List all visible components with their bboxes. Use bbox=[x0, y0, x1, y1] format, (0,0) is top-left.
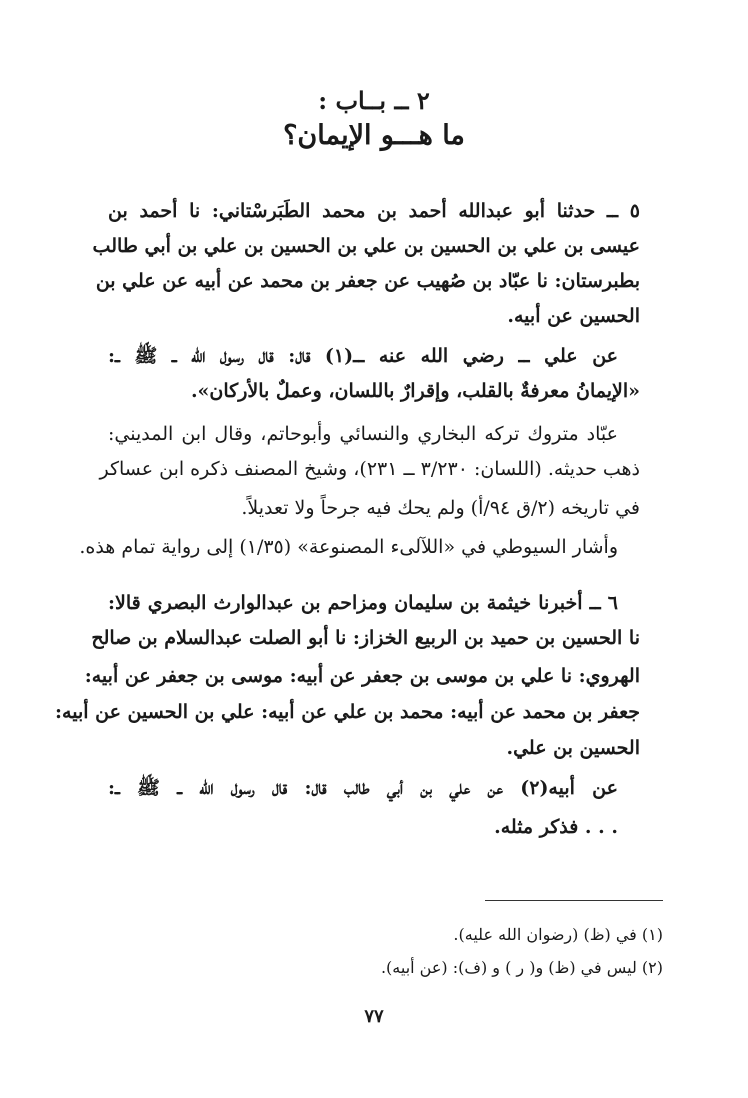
chapter-title: ما هـــو الإيمان؟ bbox=[283, 120, 465, 151]
hadith-5-isnad-line-2: عيسى بن علي بن الحسين بن علي بن الحسين بن علي بن أبي طالب bbox=[92, 235, 640, 257]
hadith-6-isnad-line-4: جعفر بن محمد عن أبيه: محمد بن علي عن أبيه: علي بن الحسين عن أبيه: bbox=[55, 701, 640, 723]
footnote-2: (٢) ليس في (ظ) و( ر ) و (ف): (عن أبيه). bbox=[380, 958, 663, 977]
hadith-5-commentary-line-3: في تاريخه (٢/ق ٩٤/أ) ولم يحك فيه جرحاً ولا تعديلاً. bbox=[241, 497, 640, 519]
hadith-6-matn-line-2: . . . فذكر مثله. bbox=[494, 816, 618, 838]
hadith-6-isnad-line-2: نا الحسين بن حميد بن الربيع الخزاز: نا أبو الصلت عبدالسلام بن صالح bbox=[91, 627, 640, 649]
hadith-5-isnad-line-3: بطبرستان: نا عبّاد بن صُهيب عن جعفر بن محمد عن أبيه عن علي بن bbox=[95, 270, 640, 292]
hadith-6-isnad-line-3: الهروي: نا علي بن موسى بن جعفر عن أبيه: موسى بن جعفر عن أبيه: bbox=[84, 665, 640, 687]
hadith-5-commentary-line-1: عبّاد متروك تركه البخاري والنسائي وأبوحاتم، وقال ابن المديني: bbox=[108, 423, 618, 445]
hadith-6-isnad-line-5: الحسين بن علي. bbox=[506, 737, 640, 759]
hadith-6-isnad-line-1: ٦ ــ أخبرنا خيثمة بن سليمان ومزاحم بن عبدالوارث البصري قالا: bbox=[108, 592, 618, 614]
hadith-5-matn-line-1: عن علي ــ رضي الله عنه ــ(١) قال: قال رسول الله ــ ﷺ ــ: bbox=[108, 345, 618, 367]
hadith-5-matn-line-2: «الإيمانُ معرفةٌ بالقلب، وإقرارٌ باللسان، وعملٌ بالأركان». bbox=[190, 380, 640, 402]
chapter-number: ٢ ــ بــاب : bbox=[318, 86, 430, 115]
hadith-5-commentary-line-4: وأشار السيوطي في «اللآلىء المصنوعة» (١/٣٥) إلى رواية تمام هذه. bbox=[79, 536, 618, 558]
hadith-5-isnad-line-1: ٥ ــ حدثنا أبو عبدالله أحمد بن محمد الطَبَرسْتاني: نا أحمد بن bbox=[108, 200, 640, 222]
hadith-6-matn-line-1: عن أبيه(٢) عن علي بن أبي طالب قال: قال رسول الله ــ ﷺ ــ: bbox=[108, 777, 618, 799]
page-number: ٧٧ bbox=[364, 1006, 384, 1027]
footnote-1: (١) في (ظ) (رضوان الله عليه). bbox=[453, 925, 663, 944]
hadith-5-commentary-line-2: ذهب حديثه. (اللسان: ٣/٢٣٠ ــ ٢٣١)، وشيخ المصنف ذكره ابن عساكر bbox=[99, 458, 640, 480]
footnote-separator bbox=[485, 900, 663, 901]
hadith-5-isnad-line-4: الحسين عن أبيه. bbox=[507, 305, 640, 327]
